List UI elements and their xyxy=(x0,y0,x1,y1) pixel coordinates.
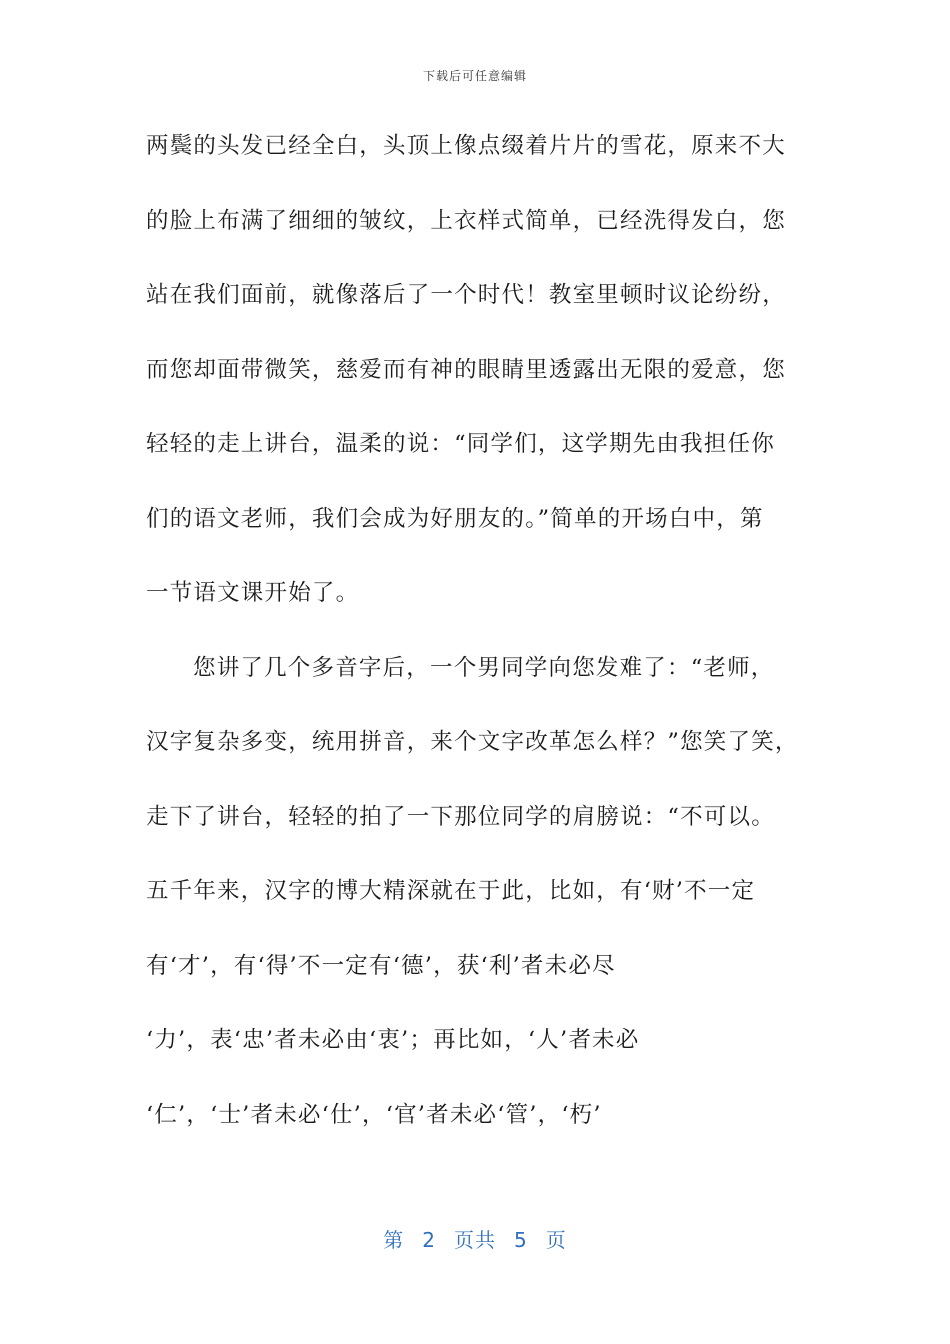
text-line: 站在我们面前，就像落后了一个时代！教室里顿时议论纷纷， xyxy=(146,282,786,308)
text-line: 而您却面带微笑，慈爱而有神的眼睛里透露出无限的爱意，您 xyxy=(146,356,786,383)
text-line: 两鬓的头发已经全白，头顶上像点缀着片片的雪花，原来不大 xyxy=(146,133,786,159)
total-page-count: 5 xyxy=(514,1228,528,1252)
text-line: 的脸上布满了细细的皱纹，上衣样式简单，已经洗得发白，您 xyxy=(146,207,786,234)
page-footer xyxy=(0,1224,950,1253)
footer-middle: 页共 xyxy=(454,1228,496,1252)
text-line: 们的语文老师，我们会成为好朋友的。”简单的开场白中，第 xyxy=(146,505,764,532)
text-line: ‘力’，表‘忠’者未必由‘衷’；再比如，‘人’者未必 xyxy=(146,1027,640,1053)
text-line: 有‘才’，有‘得’不一定有‘德’，获‘利’者未必尽 xyxy=(146,952,616,979)
document-body xyxy=(146,126,826,1169)
footer-suffix: 页 xyxy=(545,1228,567,1252)
paragraph-first-line: 您讲了几个多音字后，一个男同学向您发难了：“老师， xyxy=(193,654,775,681)
text-line: 五千年来，汉字的博大精深就在于此，比如，有‘财’不一定 xyxy=(146,878,756,904)
current-page-number: 2 xyxy=(422,1228,436,1252)
footer-prefix: 第 xyxy=(383,1228,405,1252)
text-line: 一节语文课开始了。 xyxy=(146,580,360,606)
text-line: 轻轻的走上讲台，温柔的说：“同学们，这学期先由我担任你 xyxy=(146,431,775,457)
text-line: 汉字复杂多变，统用拼音，来个文字改革怎么样？”您笑了笑， xyxy=(146,729,799,755)
text-line: ‘仁’，‘士’者未必‘仕’，‘官’者未必‘管’，‘朽’ xyxy=(146,1101,602,1128)
text-line: 走下了讲台，轻轻的拍了一下那位同学的肩膀说：“不可以。 xyxy=(146,803,775,830)
page-header: 下载后可任意编辑 xyxy=(422,69,527,83)
